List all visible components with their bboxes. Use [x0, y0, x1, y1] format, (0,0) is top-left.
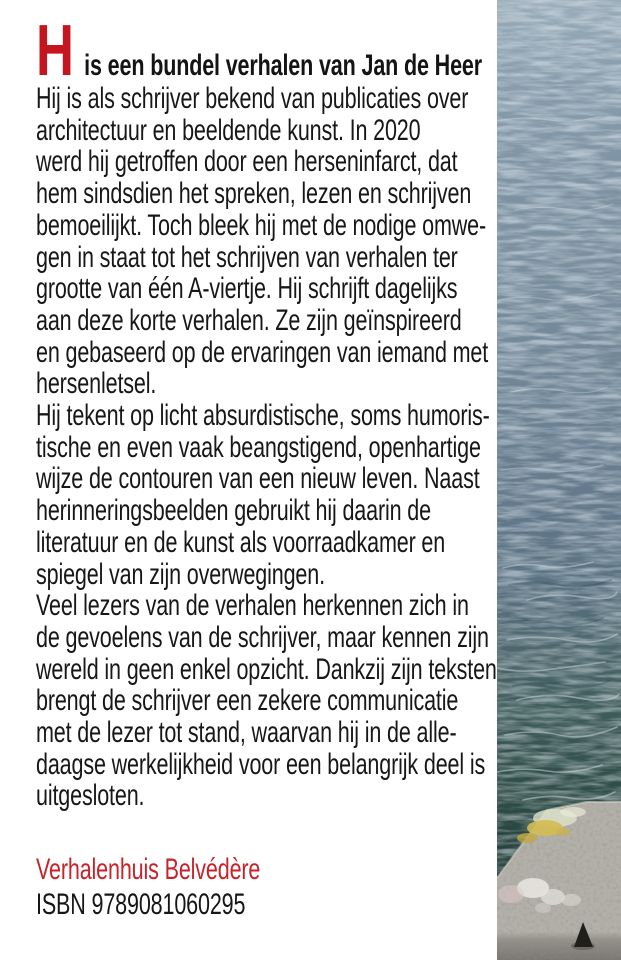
- cover-text-column: [36, 11, 497, 921]
- body-line: Hij is als schrijver bekend van publicaties over: [36, 82, 469, 115]
- body-line: spiegel van zijn overwegingen.: [36, 557, 325, 591]
- body-line: hem sindsdien het spreken, lezen en schrijven: [36, 177, 472, 211]
- body-line: tische en even vaak beangstigend, openhartige: [36, 430, 481, 464]
- body-line: brengt de schrijver een zekere communicatie: [36, 684, 459, 718]
- sea-photo-strip: [497, 0, 621, 960]
- body-line: gen in staat tot het schrijven van verhalen ter: [36, 240, 458, 274]
- title-initial-letter: H: [36, 11, 74, 91]
- body-line: met de lezer tot stand, waarvan hij in de alle-: [36, 716, 457, 750]
- sea-water-pier-illustration: [497, 0, 621, 960]
- body-line: en gebaseerd op de ervaringen van iemand met: [36, 335, 489, 369]
- body-line: hersenletsel.: [36, 367, 157, 401]
- body-line: literatuur en de kunst als voorraadkamer en: [36, 525, 446, 559]
- body-line: wereld in geen enkel opzicht. Dankzij zijn teksten: [36, 652, 497, 686]
- title-rest-text: is een bundel verhalen van Jan de Heer: [84, 49, 482, 82]
- body-line: bemoeilijkt. Toch bleek hij met de nodige omwe-: [36, 208, 487, 242]
- body-line: Hij tekent op licht absurdistische, soms humoris-: [36, 399, 490, 433]
- body-line: uitgesloten.: [36, 779, 145, 813]
- body-line: grootte van één A-viertje. Hij schrijft dagelijks: [36, 272, 458, 306]
- body-text: [36, 82, 497, 813]
- publisher-name: Verhalenhuis Belvédère: [36, 853, 261, 887]
- condensed-text-wrap: [36, 11, 497, 921]
- title-line: [36, 11, 489, 91]
- body-line: architectuur en beeldende kunst. In 2020: [36, 113, 421, 147]
- body-line: de gevoelens van de schrijver, maar kennen zijn: [36, 620, 489, 654]
- body-line: wijze de contouren van een nieuw leven. Naast: [36, 462, 480, 496]
- body-line: Veel lezers van de verhalen herkennen zich in: [36, 589, 469, 623]
- body-line: herinneringsbeelden gebruikt hij daarin de: [36, 494, 431, 528]
- isbn-text: ISBN 9789081060295: [36, 887, 246, 921]
- body-line: aan deze korte verhalen. Ze zijn geïnspireerd: [36, 303, 462, 337]
- body-line: daagse werkelijkheid voor een belangrijk deel is: [36, 747, 486, 781]
- body-line: werd hij getroffen door een herseninfarct, dat: [36, 145, 458, 179]
